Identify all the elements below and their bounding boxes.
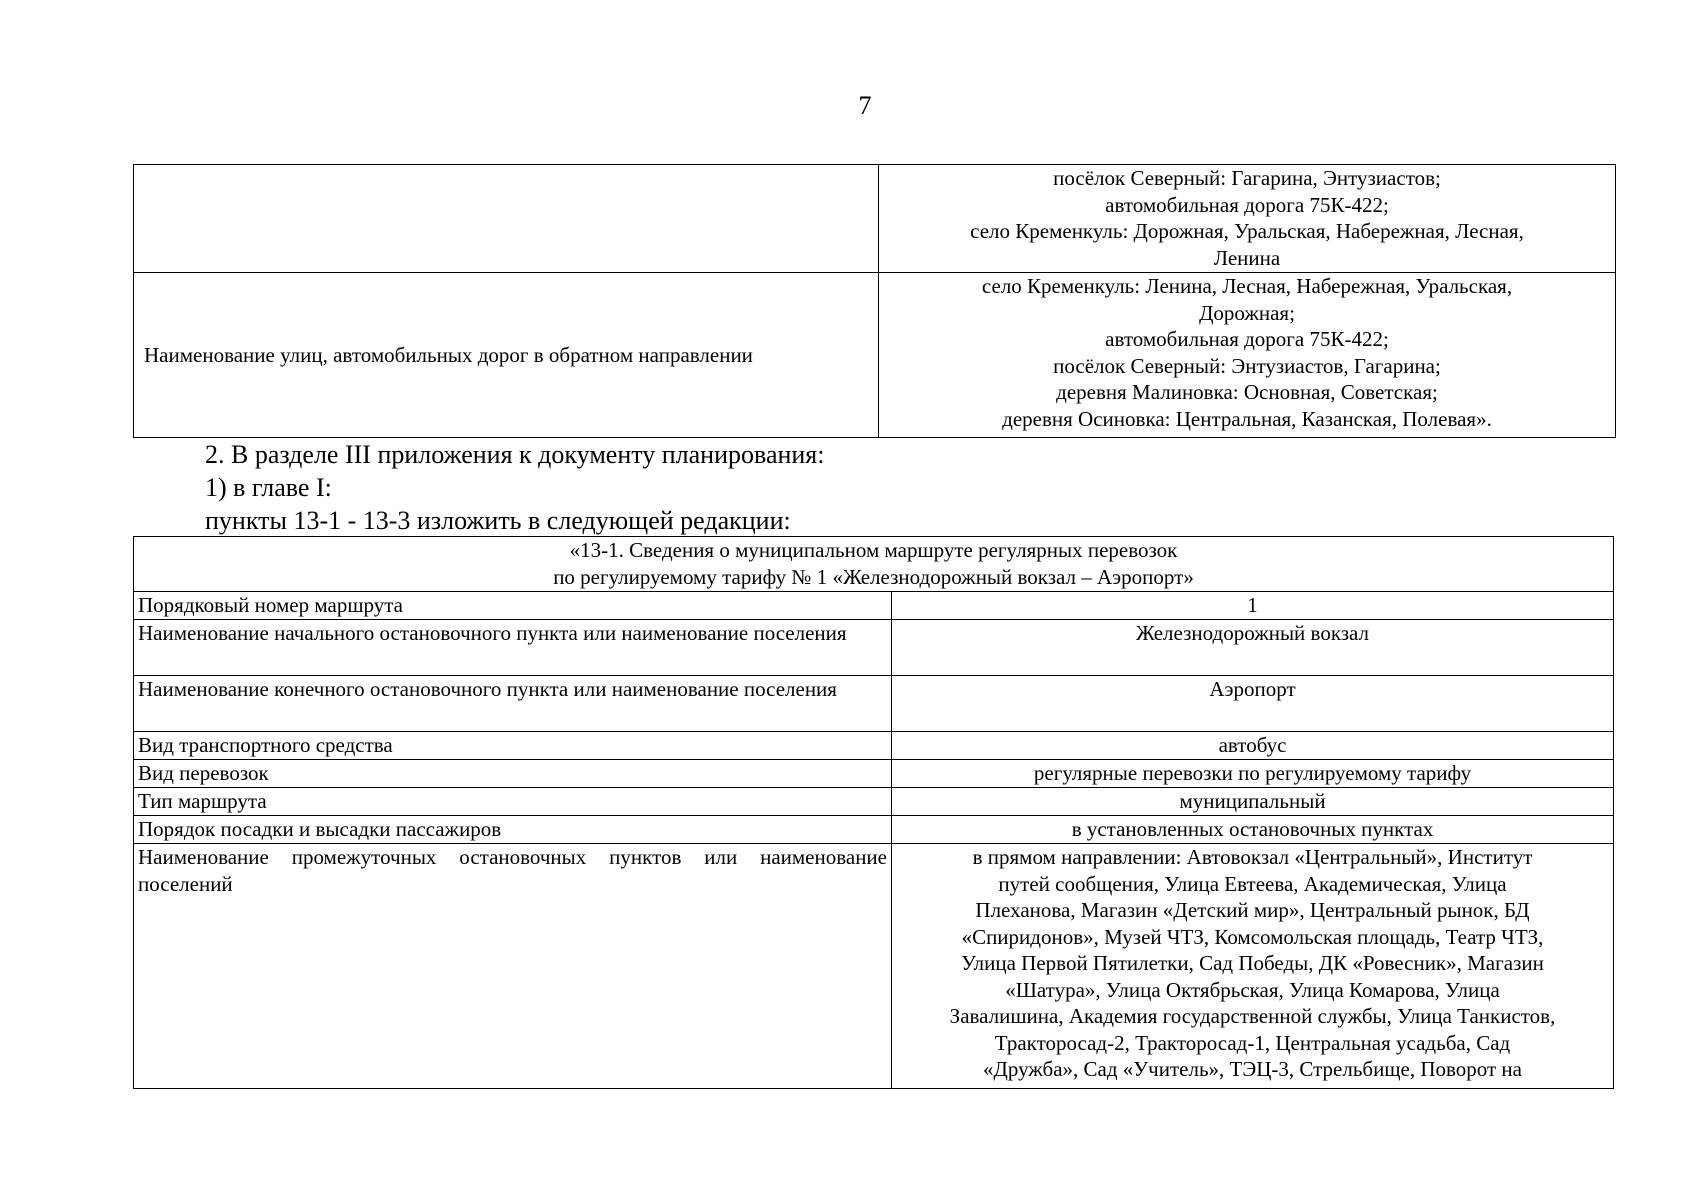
row-label: Вид транспортного средства [134, 732, 892, 760]
value-line: путей сообщения, Улица Евтеева, Академическая, Улица [998, 871, 1507, 896]
row-value: 1 [892, 592, 1614, 620]
value-line: Ленина [1213, 245, 1281, 270]
value-line: деревня Осиновка: Центральная, Казанская, Полевая». [1002, 406, 1492, 431]
table-row [134, 620, 1614, 676]
value-line: село Кременкуль: Дорожная, Уральская, Набережная, Лесная, [970, 219, 1524, 243]
header-line: «13-1. Сведения о муниципальном маршруте регулярных перевозок [569, 538, 1178, 562]
table-row [134, 592, 1614, 620]
row-value: муниципальный [892, 788, 1614, 816]
value-line: Тракторосад-2, Тракторосад-1, Центральная усадьба, Сад [994, 1030, 1511, 1055]
value-line: Завалишина, Академия государственной службы, Улица Танкистов, [949, 1004, 1556, 1028]
streets-table-continuation [133, 164, 1616, 438]
row-value [879, 273, 1616, 438]
table-header-row [134, 537, 1614, 592]
row-label-intermediate-stops: Наименование промежуточных остановочных пунктов или наименование поселений [134, 844, 892, 1089]
row-value: регулярные перевозки по регулируемому тарифу [892, 760, 1614, 788]
row-label: Порядок посадки и высадки пассажиров [134, 816, 892, 844]
paragraph-section: 2. В разделе III приложения к документу планирования: [205, 440, 825, 469]
row-value: в установленных остановочных пунктах [892, 816, 1614, 844]
value-line: «Шатура», Улица Октябрьская, Улица Комарова, Улица [1005, 977, 1500, 1002]
table-row [134, 816, 1614, 844]
row-value [879, 165, 1616, 273]
value-line: Улица Первой Пятилетки, Сад Победы, ДК «Ровесник», Магазин [961, 951, 1544, 975]
value-line: «Спиридонов», Музей ЧТЗ, Комсомольская площадь, Театр ЧТЗ, [961, 924, 1544, 949]
row-label-reverse-direction: Наименование улиц, автомобильных дорог в обратном направлении [134, 273, 879, 438]
value-line: Плеханова, Магазин «Детский мир», Центральный рынок, БД [975, 898, 1530, 922]
row-label: Вид перевозок [134, 760, 892, 788]
table-row [134, 844, 1614, 1089]
value-line: Дорожная; [1199, 300, 1295, 325]
paragraph-instruction: пункты 13-1 - 13-3 изложить в следующей редакции: [205, 506, 791, 535]
row-value-intermediate-stops [892, 844, 1614, 1089]
row-value: Железнодорожный вокзал [892, 620, 1614, 676]
value-line: автомобильная дорога 75К-422; [1105, 327, 1389, 351]
table-row [134, 165, 1616, 273]
paragraph-chapter: 1) в главе I: [205, 473, 332, 502]
row-label: Тип маршрута [134, 788, 892, 816]
row-label: Наименование конечного остановочного пункта или наименование поселения [134, 676, 892, 732]
row-label: Наименование начального остановочного пункта или наименование поселения [134, 620, 892, 676]
table-header [134, 537, 1614, 592]
value-line: село Кременкуль: Ленина, Лесная, Набережная, Уральская, [981, 274, 1513, 298]
row-label [134, 165, 879, 273]
header-line: по регулируемому тарифу № 1 «Железнодорожный вокзал – Аэропорт» [553, 565, 1194, 589]
value-line: посёлок Северный: Энтузиастов, Гагарина; [1053, 353, 1441, 378]
page-number: 7 [858, 91, 872, 120]
table-row [134, 273, 1616, 438]
value-line: деревня Малиновка: Основная, Советская; [1056, 380, 1438, 404]
table-row [134, 676, 1614, 732]
value-line: «Дружба», Сад «Учитель», ТЭЦ-3, Стрельбище, Поворот на [983, 1057, 1522, 1081]
value-line: автомобильная дорога 75К-422; [1105, 192, 1389, 217]
value-line: в прямом направлении: Автовокзал «Центральный», Институт [972, 845, 1533, 869]
table-row [134, 788, 1614, 816]
row-label: Порядковый номер маршрута [134, 592, 892, 620]
route-info-table [133, 536, 1614, 1089]
row-value: Аэропорт [892, 676, 1614, 732]
value-line: посёлок Северный: Гагарина, Энтузиастов; [1053, 166, 1441, 190]
table-row [134, 732, 1614, 760]
row-value: автобус [892, 732, 1614, 760]
table-row [134, 760, 1614, 788]
